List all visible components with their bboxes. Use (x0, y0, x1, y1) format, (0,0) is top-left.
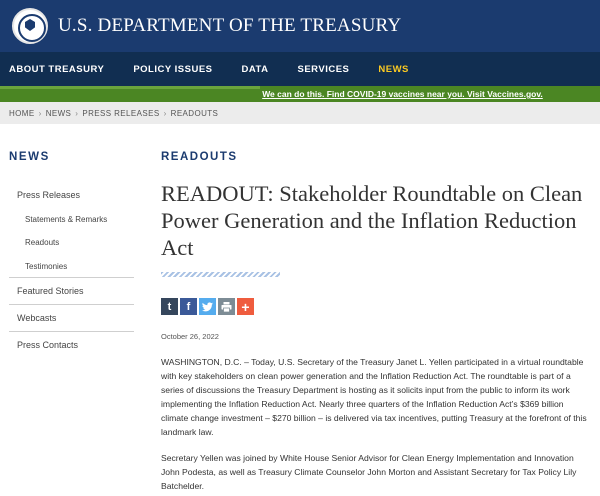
sidebar-item-readouts[interactable]: Readouts (25, 238, 60, 247)
covid-banner-link[interactable]: We can do this. Find COVID-19 vaccines near you. Visit Vaccines.gov. (262, 89, 543, 99)
sidebar-item-testimonies[interactable]: Testimonies (25, 262, 68, 271)
facebook-icon[interactable]: f (180, 298, 197, 315)
plus-icon[interactable]: + (237, 298, 254, 315)
sidebar-divider (9, 304, 134, 305)
breadcrumb-news[interactable]: NEWS (45, 108, 72, 118)
nav-item-data[interactable]: DATA (241, 63, 269, 75)
sidebar-item-press-contacts[interactable]: Press Contacts (17, 340, 79, 350)
article (161, 138, 591, 493)
section-label[interactable]: READOUTS (161, 151, 238, 163)
tumblr-icon[interactable]: t (161, 298, 178, 315)
article-paragraph: WASHINGTON, D.C. – Today, U.S. Secretary of the Treasury Janet L. Yellen participated in a virtual roundtable with key stakeholders on clean power generation and the Inflation Reduction Act. The roundtable is part of a series of discussions the Treasury Department is hosting as it solicits input from the public to inform its work implementing the Inflation Reduction Act. Nearly three quarters of the Inflation Reduction Act’s $369 billion climate change investment – $270 billion – is delivered via tax incentives, putting Treasury at the forefront of this landmark law. (161, 357, 587, 437)
nav-item-policy-issues[interactable]: POLICY ISSUES (133, 63, 213, 75)
nav-item-services[interactable]: SERVICES (297, 63, 350, 75)
twitter-icon[interactable] (199, 298, 216, 315)
article-title: READOUT: Stakeholder Roundtable on Clean Power Generation and the Inflation Reduction Act (161, 181, 583, 260)
sidebar (0, 138, 134, 350)
covid-banner (0, 86, 600, 102)
nav-item-about-treasury[interactable]: ABOUT TREASURY (9, 63, 105, 75)
sidebar-title: NEWS (9, 151, 50, 163)
sidebar-item-press-releases[interactable]: Press Releases (17, 190, 81, 200)
site-header (0, 0, 600, 52)
share-toolbar (161, 298, 591, 315)
article-paragraph: Secretary Yellen was joined by White House Senior Advisor for Clean Energy Implementation and Innovation John Podesta, as well as Treasury Climate Counselor John Morton and Assistant Secretary for Tax Policy Lily Batchelder. (161, 453, 577, 491)
breadcrumb-separator-icon: › (38, 108, 42, 118)
breadcrumb-separator-icon: › (75, 108, 79, 118)
sidebar-item-statements-remarks[interactable]: Statements & Remarks (25, 215, 108, 224)
main-nav (0, 52, 600, 86)
publish-date: October 26, 2022 (161, 332, 219, 341)
breadcrumb-press-releases[interactable]: PRESS RELEASES (82, 108, 160, 118)
sidebar-item-webcasts[interactable]: Webcasts (17, 313, 57, 323)
nav-item-news[interactable]: NEWS (378, 63, 409, 75)
print-icon[interactable] (218, 298, 235, 315)
breadcrumb-readouts[interactable]: READOUTS (170, 108, 219, 118)
sidebar-item-featured-stories[interactable]: Featured Stories (17, 286, 84, 296)
sidebar-divider (9, 277, 134, 278)
treasury-seal-icon[interactable] (12, 8, 48, 44)
breadcrumb-home[interactable]: HOME (9, 108, 35, 118)
sidebar-divider (9, 331, 134, 332)
breadcrumb-separator-icon: › (163, 108, 167, 118)
breadcrumb (0, 102, 600, 124)
site-title[interactable]: U.S. DEPARTMENT OF THE TREASURY (58, 15, 402, 36)
title-decoration (161, 272, 280, 277)
